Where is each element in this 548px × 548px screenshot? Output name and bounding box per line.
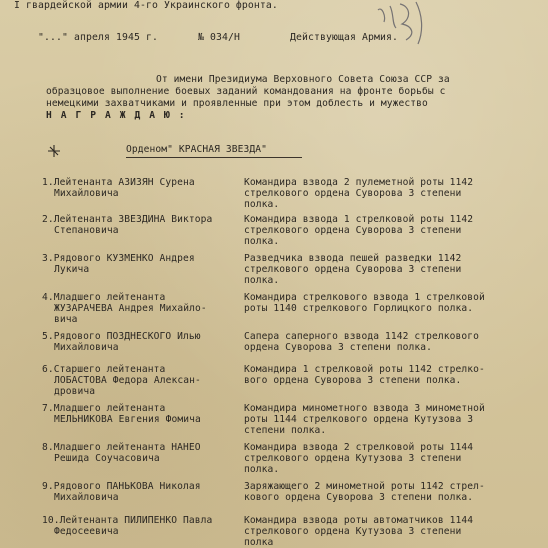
recipient-duty-line: кового ордена Суворова 3 степени полка. — [244, 492, 474, 503]
recipient-duty-line: Разведчика взвода пешей разведки 1142 — [244, 253, 462, 264]
recipient-duty-line: полка. — [244, 464, 280, 475]
recipient-duty-line: вого ордена Суворова 3 степени полка. — [244, 375, 462, 386]
recipient-name-line: 3.Рядового КУЗМЕНКО Андрея — [42, 253, 195, 264]
recipient-duty-line: роты 1144 стрелкового ордена Кутузова 3 — [244, 414, 474, 425]
recipient-duty-line: Командира 1 стрелковой роты 1142 стрелко- — [244, 364, 485, 375]
header-order-number: № 034/Н — [198, 32, 240, 43]
recipient-duty-line: Командира взвода 2 стрелковой роты 1144 — [244, 442, 474, 453]
recipient-name-line: 8.Младшего лейтенанта НАНЕО — [42, 442, 201, 453]
recipient-duty-line: полка. — [244, 275, 280, 286]
recipient-duty-line: роты 1140 стрелкового Горлицкого полка. — [244, 303, 474, 314]
recipient-name-line: 4.Младшего лейтенанта — [42, 292, 166, 303]
recipient-name-line: ЛОБАСТОВА Федора Алексан- — [54, 375, 201, 386]
recipient-duty-line: Командира взвода роты автоматчиков 1144 — [244, 515, 474, 526]
header-date: "..." апреля 1945 г. — [38, 32, 158, 43]
recipient-name-line: 2.Лейтенанта ЗВЕЗДИНА Виктора — [42, 214, 213, 225]
recipient-name-line: 1.Лейтенанта АЗИЗЯН Сурена — [42, 177, 195, 188]
recipient-name-line: Михайловича — [54, 492, 119, 503]
recipient-name-line: Степановича — [54, 225, 119, 236]
header-location: Действующая Армия. — [290, 32, 398, 43]
recipient-duty-line: Командира взвода 2 пулеметной роты 1142 — [244, 177, 474, 188]
recipient-name-line: 7.Младшего лейтенанта — [42, 403, 166, 414]
recipient-name-line: Решида Соучасовича — [54, 453, 160, 464]
recipient-name-line: 6.Старшего лейтенанта — [42, 364, 166, 375]
crosshair-mark-icon — [46, 143, 62, 159]
preamble-award-verb: Н А Г Р А Ж Д А Ю : — [46, 110, 187, 121]
handwritten-mark-icon — [372, 0, 432, 60]
header-unit-line: I гвардейской армии 4-го Украинского фронта. — [14, 0, 278, 11]
recipient-name-line: дровича — [54, 386, 96, 397]
recipient-duty-line: Командира минометного взвода 3 минометной — [244, 403, 485, 414]
recipient-duty-line: степени полка. — [244, 425, 327, 436]
award-title: Орденом" КРАСНАЯ ЗВЕЗДА" — [126, 144, 268, 155]
recipient-duty-line: Командира стрелкового взвода 1 стрелковой — [244, 292, 485, 303]
recipient-duty-line: полка. — [244, 199, 280, 210]
recipient-name-line: МЕЛЬНИКОВА Евгения Фомича — [54, 414, 201, 425]
award-title-underline — [126, 157, 302, 158]
recipient-name-line: 5.Рядового ПОЗДНЕСКОГО Илью — [42, 331, 201, 342]
recipient-name-line: Федосеевича — [54, 526, 119, 537]
recipient-duty-line: Командира взвода 1 стрелковой роты 1142 — [244, 214, 474, 225]
preamble-line-1: От имени Президиума Верховного Совета Союза ССР за — [156, 74, 450, 85]
preamble-line-2: образцовое выполнение боевых заданий командования на фронте борьбы с — [46, 86, 446, 97]
recipient-name-line: ЖУЗАРАЧЕВА Андрея Михайло- — [54, 303, 207, 314]
recipient-name-line: Михайловича — [54, 342, 119, 353]
recipient-duty-line: ордена Суворова 3 степени полка. — [244, 342, 433, 353]
recipient-duty-line: полка — [244, 537, 274, 548]
recipient-name-line: Михайловича — [54, 188, 119, 199]
recipient-name-line: 9.Рядового ПАНЬКОВА Николая — [42, 481, 201, 492]
recipient-duty-line: стрелкового ордена Кутузова 3 степени — [244, 453, 462, 464]
recipient-name-line: 10.Лейтенанта ПИЛИПЕНКО Павла — [42, 515, 213, 526]
recipient-duty-line: стрелкового ордена Суворова 3 степени — [244, 188, 462, 199]
recipient-duty-line: стрелкового ордена Суворова 3 степени — [244, 264, 462, 275]
recipient-duty-line: Заряжающего 2 минометной роты 1142 стрел- — [244, 481, 485, 492]
recipient-duty-line: полка. — [244, 236, 280, 247]
recipient-duty-line: стрелкового ордена Суворова 3 степени — [244, 225, 462, 236]
recipient-name-line: Лукича — [54, 264, 90, 275]
preamble-line-3: немецкими захватчиками и проявленные при этом доблесть и мужество — [46, 98, 428, 109]
recipient-name-line: вича — [54, 314, 78, 325]
recipient-duty-line: Сапера саперного взвода 1142 стрелкового — [244, 331, 480, 342]
recipient-duty-line: стрелкового ордена Кутузова 3 степени — [244, 526, 462, 537]
